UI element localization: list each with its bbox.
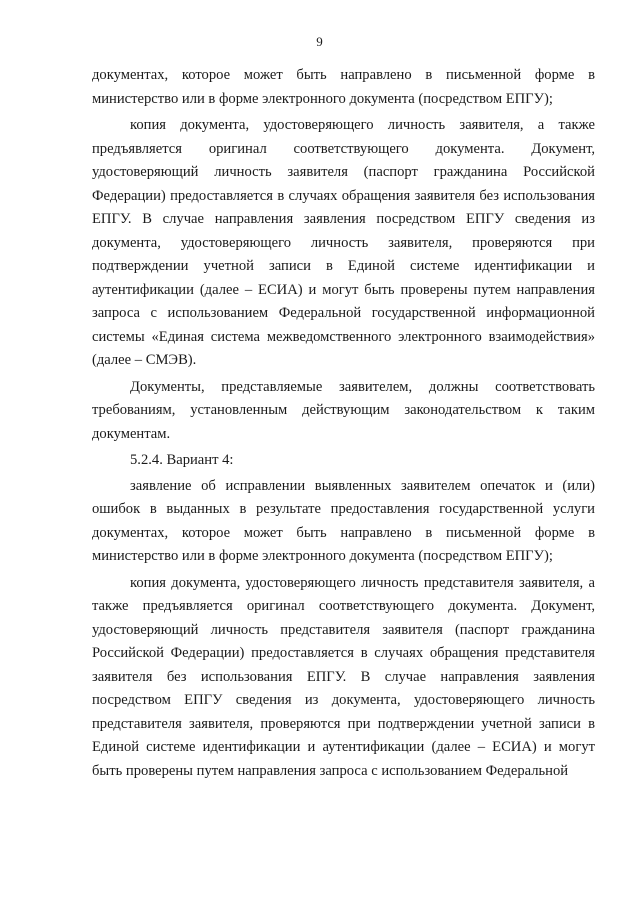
page-number: 9 (316, 34, 323, 49)
paragraph-applicant-identity-copy: копия документа, удостоверяющего личность заявителя, а также предъявляется оригинал соответствующего документа. Документ, удостоверяющий личность заявителя (паспорт гражданина Российской Федерации) предоставляется в случаях обращения заявителя без использования ЕПГУ. В случае направления заявления посредством ЕПГУ сведения из документа, удостоверяющего личность заявителя, проверяются при подтверждении учетной записи в Единой системе идентификации и аутентификации (далее – ЕСИА) и могут быть проверены путем направления запроса с использованием Федеральной государственной информационной системы «Единая система межведомственного электронного взаимодействия» (далее – СМЭВ). (92, 117, 595, 368)
section-heading-variant-4: 5.2.4. Вариант 4: (130, 452, 234, 468)
paragraph-documents-requirements: Документы, представляемые заявителем, должны соответствовать требованиям, установленным действующим законодательством к таким документам. (92, 378, 595, 442)
paragraph-variant3-application-end: документах, которое может быть направлено в письменной форме в министерство или в форме электронного документа (посредством ЕПГУ); (92, 67, 595, 107)
paragraph-representative-identity-copy: копия документа, удостоверяющего личность представителя заявителя, а также предъявляется оригинал соответствующего документа. Документ, удостоверяющий личность представителя заявителя (паспорт гражданина Российской Федерации) предоставляется в случаях обращения представителя заявителя без использования ЕПГУ. В случае направления заявления посредством ЕПГУ сведения из документа, удостоверяющего личность представителя заявителя, проверяются при подтверждении учетной записи в Единой системе идентификации и аутентификации (далее – ЕСИА) и могут быть проверены путем направления запроса с использованием Федеральной (92, 574, 595, 779)
document-body (92, 64, 595, 786)
paragraph-correction-application: заявление об исправлении выявленных заявителем опечаток и (или) ошибок в выданных в результате предоставления государственной услуги документах, которое может быть направлено в письменной форме в министерство или в форме электронного документа (посредством ЕПГУ); (92, 477, 595, 564)
